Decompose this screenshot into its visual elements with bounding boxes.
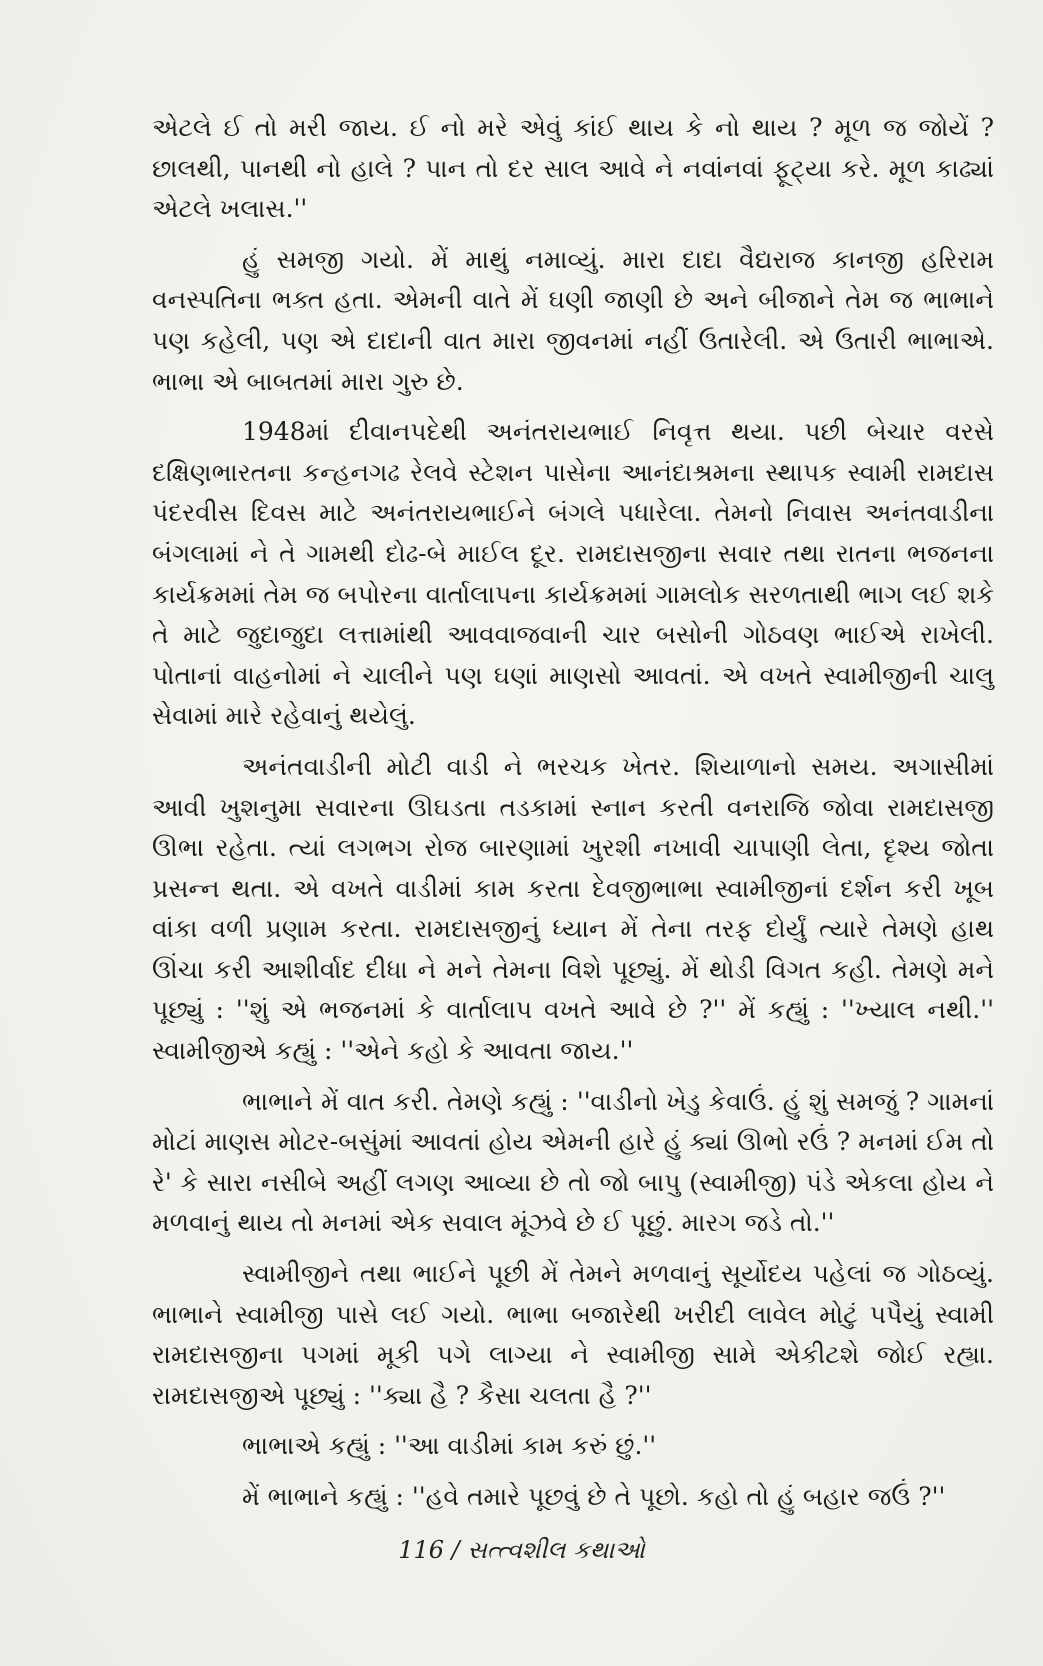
paragraph-4: અનંતવાડીની મોટી વાડી ને ભરચક ખેતર. શિયાળાનો સમય. અગાસીમાં આવી ખુશનુમા સવારના ઊઘડતા તડકામાં સ્નાન કરતી વનરાજિ જોવા રામદાસજી ઊભા રહેતા. ત્યાં લગભગ રોજ બારણામાં ખુરશી નખાવી ચાપાણી લેતા, દૃશ્ય જોતા પ્રસન્ન થતા. એ વખતે વાડીમાં કામ કરતા દેવજીભાભા સ્વામીજીનાં દર્શન કરી ખૂબ વાંકા વળી પ્રણામ કરતા. રામદાસજીનું ધ્યાન મેં તેના તરફ દોર્યું ત્યારે તેમણે હાથ ઊંચા કરી આશીર્વાદ દીધા ને મને તેમના વિશે પૂછ્યું. મેં થોડી વિગત કહી. તેમણે મને પૂછ્યું : ''શું એ ભજનમાં કે વાર્તાલાપ વખતે આવે છે ?'' મેં કહ્યું : ''ખ્યાલ નથી.'' સ્વામીજીએ કહ્યું : ''એને કહો કે આવતા જાય.'' — [152, 751, 994, 1066]
paragraph-2: હું સમજી ગયો. મેં માથું નમાવ્યું. મારા દાદા વૈદ્યરાજ કાનજી હરિરામ વનસ્પતિના ભક્ત હતા. એમની વાતે મેં ઘણી જાણી છે અને બીજાને તેમ જ ભાભાને પણ કહેલી, પણ એ દાદાની વાત મારા જીવનમાં નહીં ઉતારેલી. એ ઉતારી ભાભાએ. ભાભા એ બાબતમાં મારા ગુરુ છે. — [152, 244, 994, 396]
page-footer: 116 / સત્ત્વશીલ કથાઓ — [398, 1536, 645, 1564]
paragraph-7: ભાભાએ કહ્યું : ''આ વાડીમાં કામ કરું છું.'' — [242, 1431, 657, 1461]
body-text — [152, 108, 994, 1528]
paragraph-8: મેં ભાભાને કહ્યું : ''હવે તમારે પૂછવું છે તે પૂછો. કહો તો હું બહાર જઉં ?'' — [242, 1482, 946, 1511]
paragraph-3: 1948માં દીવાનપદેથી અનંતરાયભાઈ નિવૃત્ત થયા. પછી બેચાર વરસે દક્ષિણભારતના કન્હનગઢ રેલવે સ્ટેશન પાસેના આનંદાશ્રમના સ્થાપક સ્વામી રામદાસ પંદરવીસ દિવસ માટે અનંતરાયભાઈને બંગલે પધારેલા. તેમનો નિવાસ અનંતવાડીના બંગલામાં ને તે ગામથી દોઢ-બે માઈલ દૂર. રામદાસજીના સવાર તથા રાતના ભજનના કાર્યક્રમમાં તેમ જ બપોરના વાર્તાલાપના કાર્યક્રમમાં ગામલોક સરળતાથી ભાગ લઈ શકે તે માટે જુદાજુદા લત્તામાંથી આવવાજવાની ચાર બસોની ગોઠવણ ભાઈએ રાખેલી. પોતાનાં વાહનોમાં ને ચાલીને પણ ઘણાં માણસો આવતાં. એ વખતે સ્વામીજીની ચાલુ સેવામાં મારે રહેવાનું થયેલું. — [152, 417, 994, 731]
paragraph-1: એટલે ઈ તો મરી જાય. ઈ નો મરે એવું કાંઈ થાય કે નો થાય ? મૂળ જ જોયેં ? છાલથી, પાનથી નો હાલે ? પાન તો દર સાલ આવે ને નવાંનવાં ફૂટ્યા કરે. મૂળ કાઢ્યાં એટલે ખલાસ.'' — [152, 113, 994, 224]
paragraph-5: ભાભાને મેં વાત કરી. તેમણે કહ્યું : ''વાડીનો ખેડુ કેવાઉં. હું શું સમજું ? ગામનાં મોટાં માણસ મોટર-બસુંમાં આવતાં હોય એમની હારે હું ક્યાં ઊભો રઉં ? મનમાં ઈમ તો રે' કે સારા નસીબે અહીં લગણ આવ્યા છે તો જો બાપુ (સ્વામીજી) પંડે એકલા હોય ને મળવાનું થાય તો મનમાં એક સવાલ મૂંઝવે છે ઈ પૂછું. મારગ જડે તો.'' — [152, 1086, 994, 1238]
paragraph-6: સ્વામીજીને તથા ભાઈને પૂછી મેં તેમને મળવાનું સૂર્યોદય પહેલાં જ ગોઠવ્યું. ભાભાને સ્વામીજી પાસે લઈ ગયો. ભાભા બજારેથી ખરીદી લાવેલ મોટું પપૈયું સ્વામી રામદાસજીના પગમાં મૂકી પગે લાગ્યા ને સ્વામીજી સામે એકીટશે જોઈ રહ્યા. રામદાસજીએ પૂછ્યું : ''ક્યા હૈ ? કૈસા ચલતા હૈ ?'' — [152, 1259, 994, 1410]
